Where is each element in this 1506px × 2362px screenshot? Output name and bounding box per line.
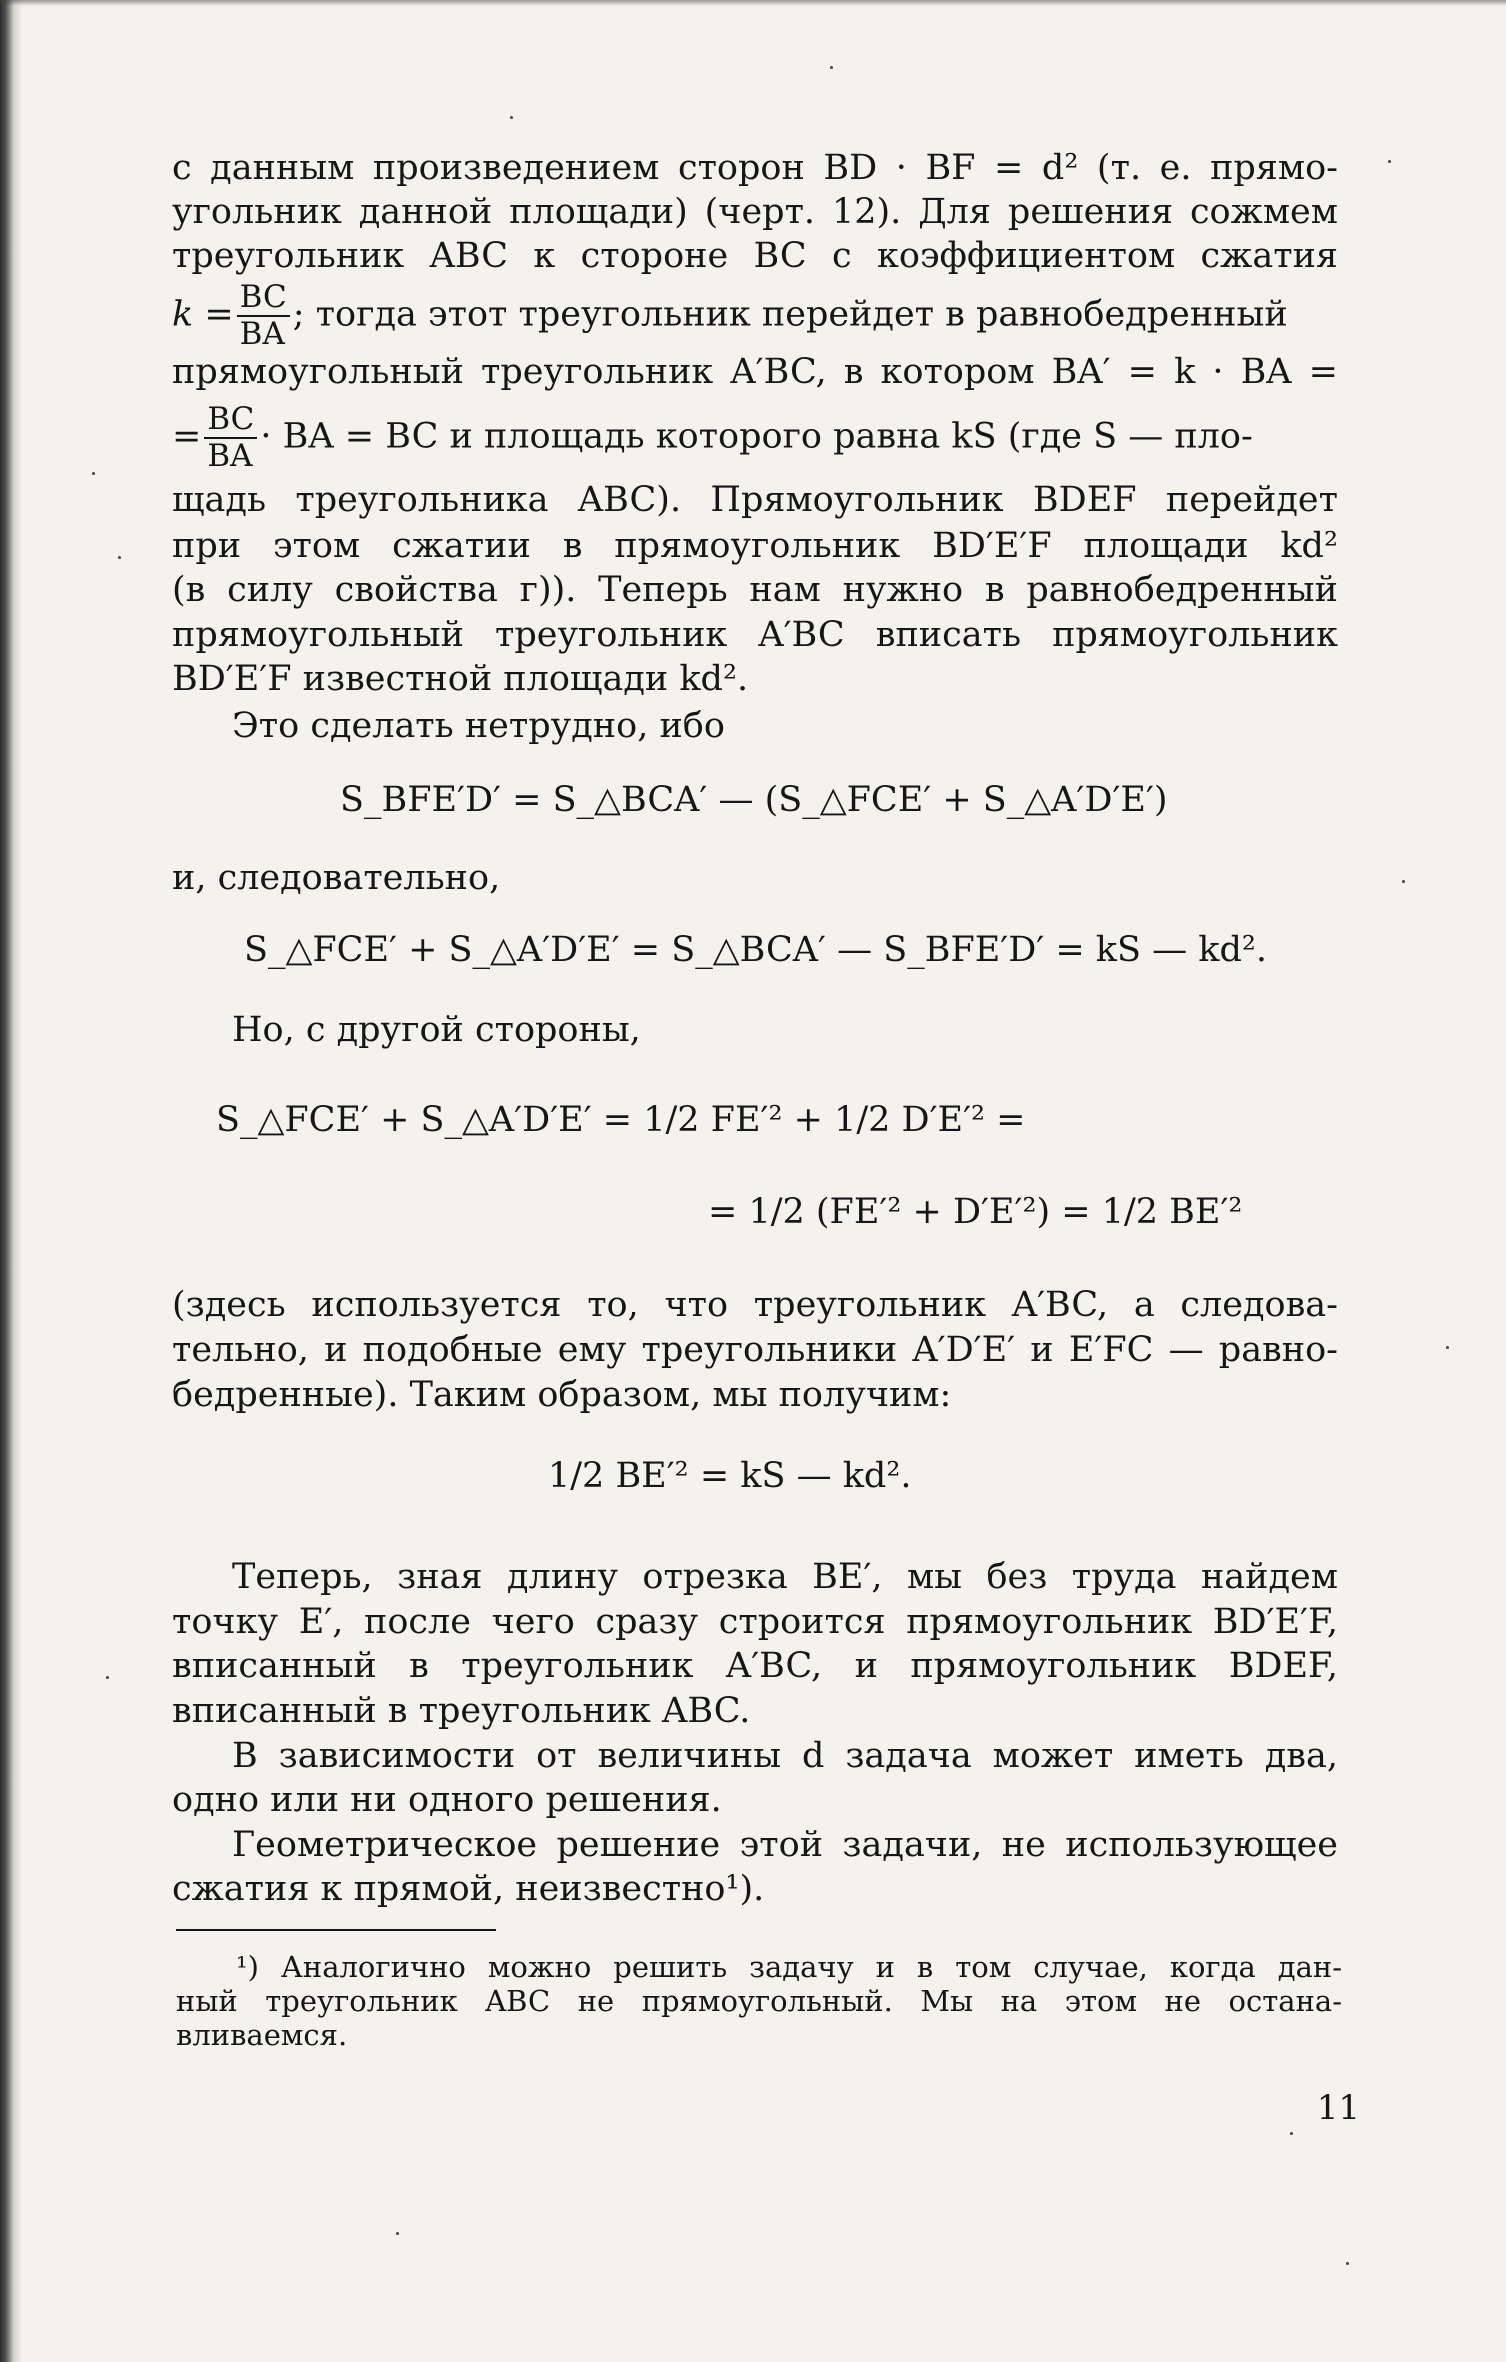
equals-sign: = (172, 416, 202, 457)
text-line-6-rest: · BA = BC и площадь которого равна kS (где S — пло- (260, 416, 1253, 457)
text-line-8: при этом сжатии в прямоугольник BD′E′F площади kd² (172, 526, 1338, 566)
text-line-12: Это сделать нетрудно, ибо (232, 706, 725, 746)
text-line-15: (здесь используется то, что треугольник A′BC, а следова- (172, 1285, 1338, 1325)
text-line-16: тельно, и подобные ему треугольники A′D′E′ и E′FC — равно- (172, 1330, 1338, 1370)
formula-1: S_BFE′D′ = S_△BCA′ — (S_△FCE′ + S_△A′D′E′) (340, 780, 1168, 820)
formula-2: S_△FCE′ + S_△A′D′E′ = S_△BCA′ — S_BFE′D′ = kS — kd². (244, 930, 1268, 970)
text-line-17: бедренные). Таким образом, мы получим: (172, 1375, 952, 1415)
scan-speck (1446, 1346, 1449, 1349)
page-top-shadow (0, 0, 1506, 6)
scan-speck (396, 2232, 399, 2235)
text-line-24: Геометрическое решение этой задачи, не использующее (232, 1825, 1338, 1865)
page-number: 11 (1316, 2088, 1360, 2128)
scan-speck (1388, 160, 1391, 163)
text-line-4-rest: ; тогда этот треугольник перейдет в равнобедренный (292, 294, 1288, 335)
fraction-numerator: BC (204, 404, 257, 439)
text-line-20: вписанный в треугольник A′BC, и прямоугольник BDEF, (172, 1646, 1338, 1686)
scan-speck (1402, 880, 1405, 883)
text-line-1: с данным произведением сторон BD · BF = d² (т. е. прямо- (172, 148, 1338, 188)
fraction-denominator: BA (207, 438, 253, 474)
text-line-25: сжатия к прямой, неизвестно¹). (172, 1869, 765, 1909)
scan-speck (106, 1676, 109, 1679)
text-line-18: Теперь, зная длину отрезка BE′, мы без труда найдем (232, 1557, 1338, 1597)
fraction-numerator: BC (237, 282, 290, 317)
footnote-rule (176, 1929, 496, 1931)
text-line-9: (в силу свойства г)). Теперь нам нужно в равнобедренный (172, 570, 1338, 610)
text-line-10: прямоугольный треугольник A′BC вписать прямоугольник (172, 615, 1338, 655)
text-line-11: BD′E′F известной площади kd². (172, 659, 749, 699)
formula-4: 1/2 BE′² = kS — kd². (548, 1456, 912, 1496)
text-line-23: одно или ни одного решения. (172, 1780, 722, 1820)
footnote-line-3: вливаемся. (176, 2018, 348, 2052)
text-line-6 (172, 401, 1338, 474)
text-line-5: прямоугольный треугольник A′BC, в котором BA′ = k · BA = (172, 352, 1338, 392)
footnote-line-1: ¹) Аналогично можно решить задачу и в том случае, когда дан- (236, 1950, 1342, 1984)
scan-speck (510, 116, 513, 119)
fraction-bc-ba-2 (204, 401, 257, 474)
text-line-7: щадь треугольника ABC). Прямоугольник BDEF перейдет (172, 480, 1338, 520)
text-line-3: треугольник ABC к стороне BC с коэффициентом сжатия (172, 236, 1338, 276)
coef-k: k = (172, 294, 234, 335)
scan-speck (118, 556, 121, 559)
text-line-4 (172, 279, 1338, 352)
text-line-22: В зависимости от величины d задача может иметь два, (232, 1736, 1338, 1776)
scan-speck (830, 66, 833, 69)
fraction-bc-ba (237, 279, 290, 352)
page-binding-shadow (0, 0, 22, 2362)
text-line-2: угольник данной площади) (черт. 12). Для решения сожмем (172, 192, 1338, 232)
text-line-13: и, следовательно, (172, 858, 501, 898)
fraction-denominator: BA (239, 316, 285, 352)
scan-speck (1346, 2262, 1349, 2265)
text-line-19: точку E′, после чего сразу строится прямоугольник BD′E′F, (172, 1602, 1338, 1642)
footnote-line-2: ный треугольник ABC не прямоугольный. Мы на этом не остана- (176, 1984, 1342, 2018)
text-line-21: вписанный в треугольник ABC. (172, 1691, 751, 1731)
formula-3-line-2: = 1/2 (FE′² + D′E′²) = 1/2 BE′² (708, 1192, 1243, 1232)
formula-3-line-1: S_△FCE′ + S_△A′D′E′ = 1/2 FE′² + 1/2 D′E′² = (216, 1100, 1026, 1140)
scan-speck (92, 472, 95, 475)
text-line-14: Но, с другой стороны, (232, 1010, 641, 1050)
scan-speck (1290, 2132, 1293, 2135)
